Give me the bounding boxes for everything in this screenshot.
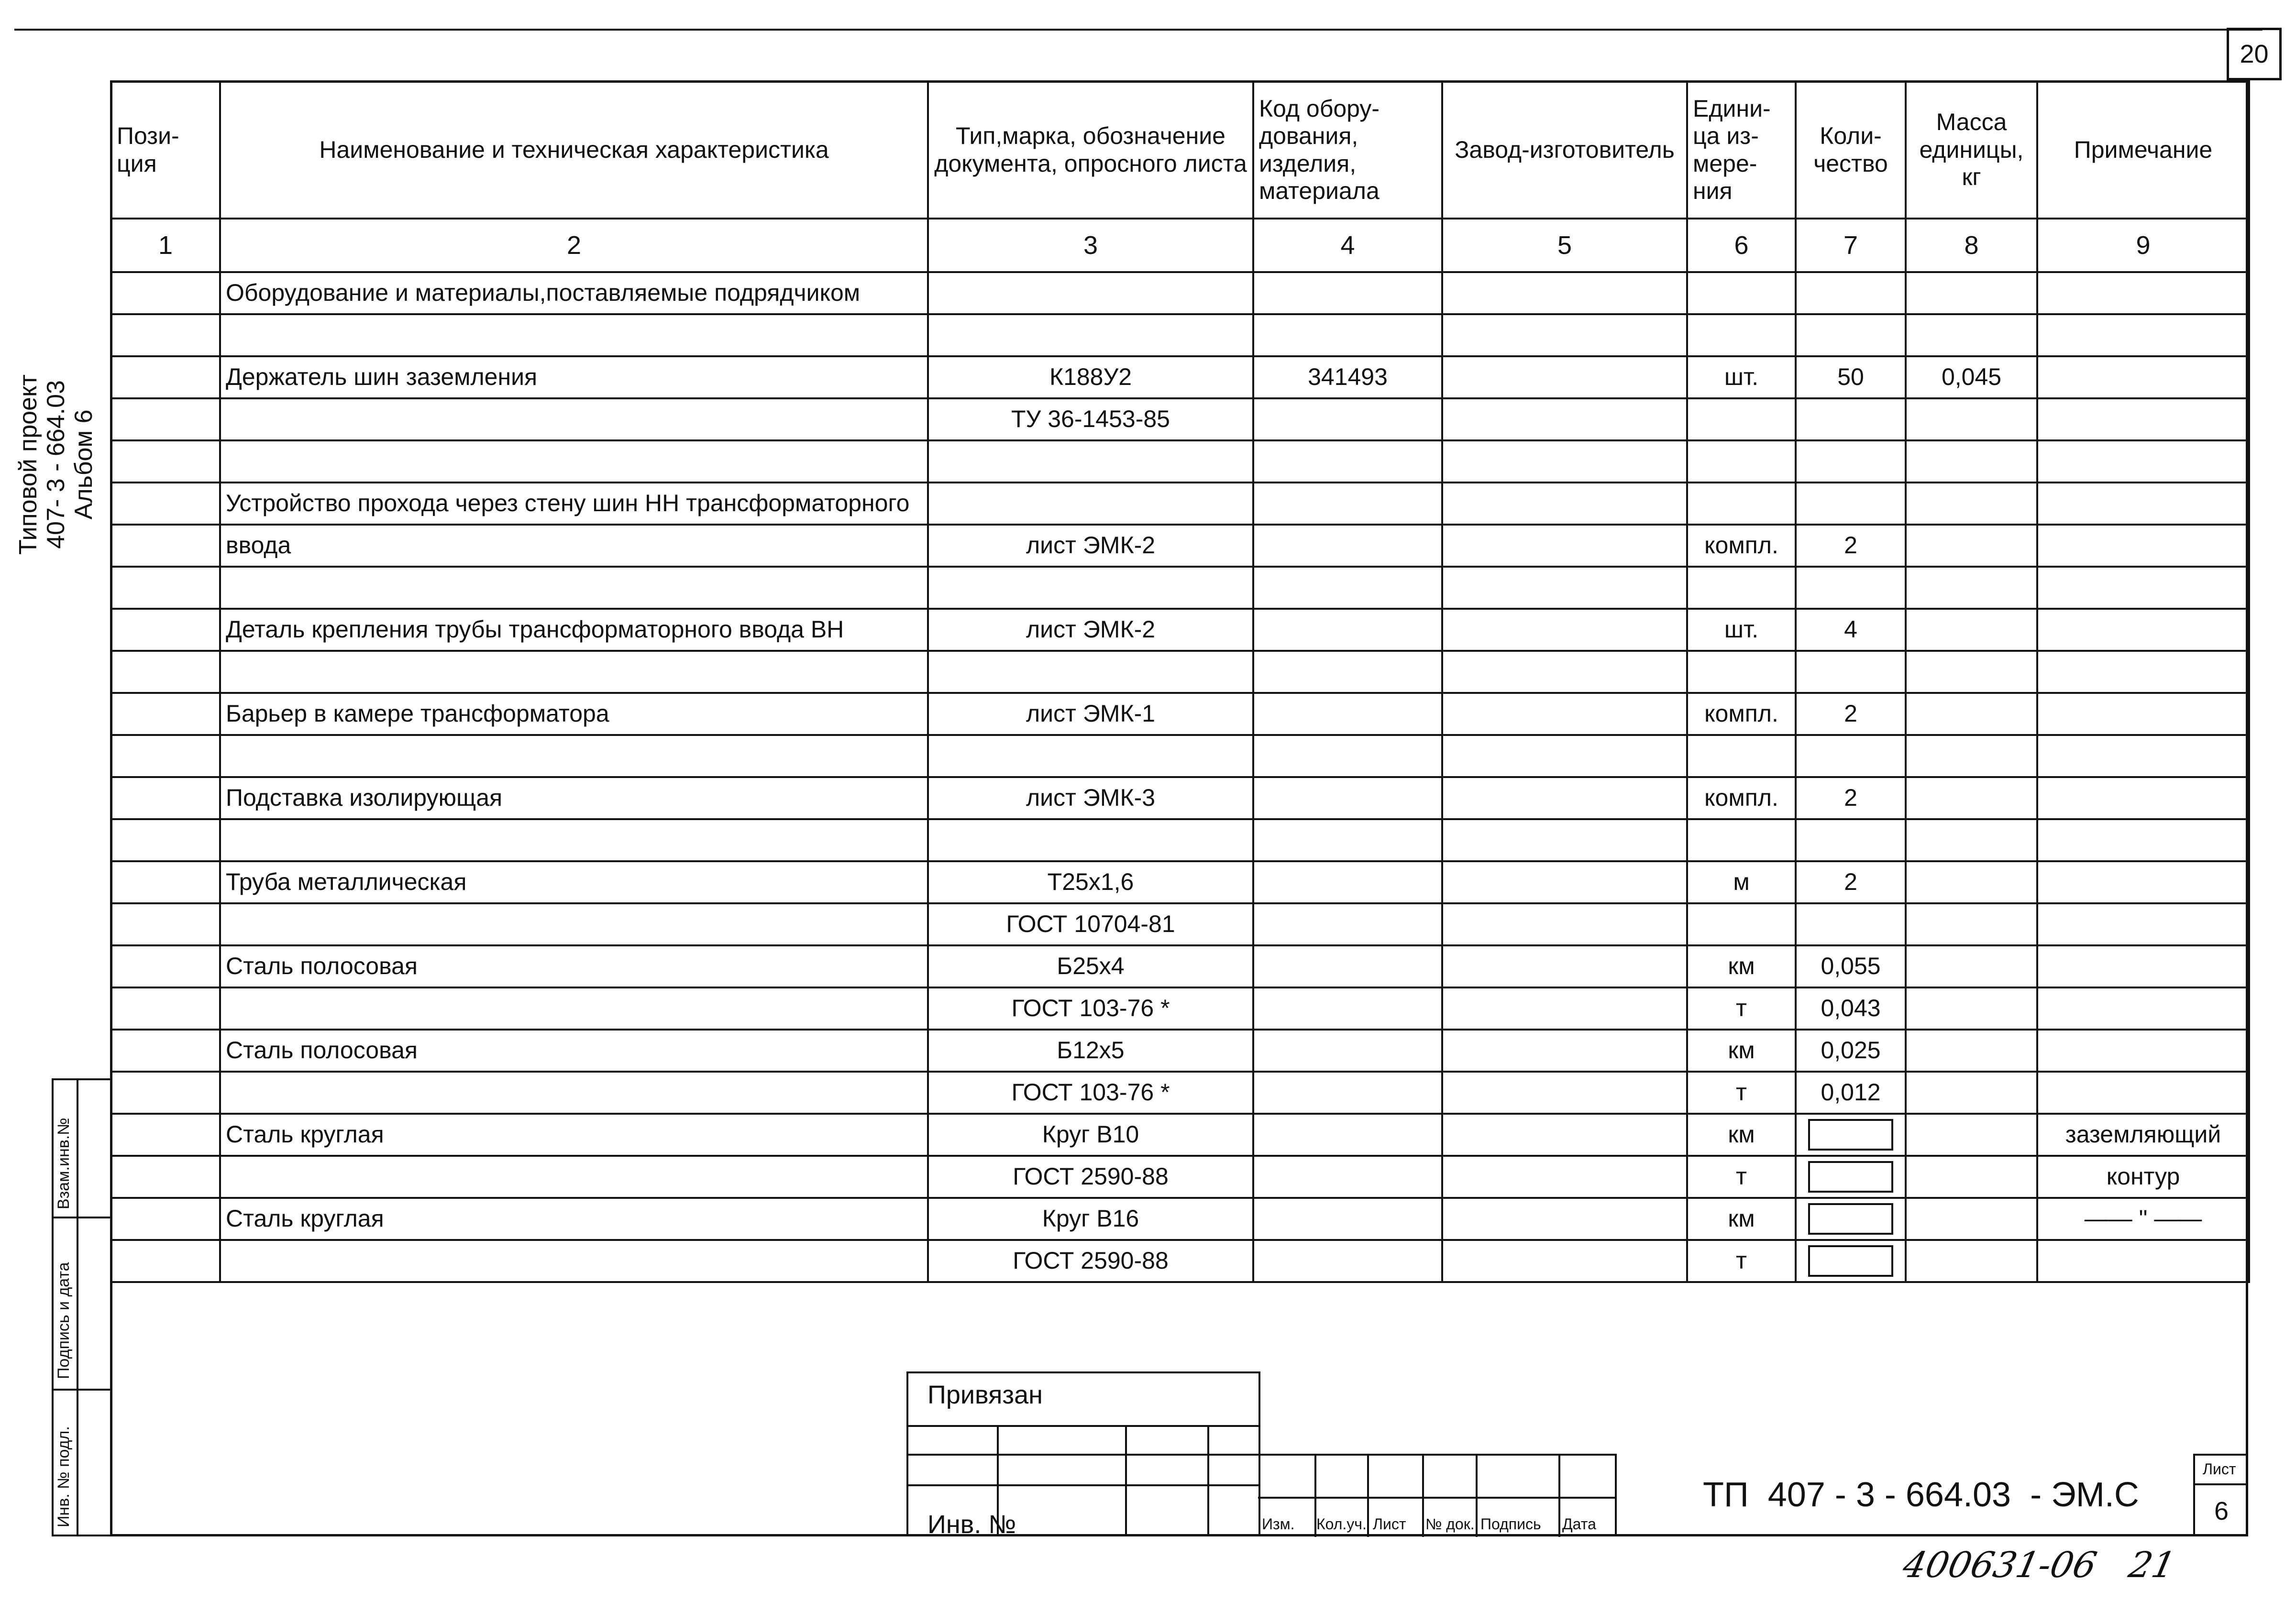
cell-mass [1906, 903, 2037, 945]
cell-maker [1442, 819, 1687, 861]
cell-pos [111, 272, 220, 314]
cell-mass [1906, 987, 2037, 1030]
cell-qty: 0,025 [1796, 1030, 1906, 1072]
cell-qty: 50 [1796, 356, 1906, 398]
cell-code [1253, 651, 1442, 693]
cell-pos [111, 861, 220, 903]
col-number: 5 [1442, 219, 1687, 272]
cell-unit: км [1687, 1114, 1796, 1156]
col-number: 3 [928, 219, 1253, 272]
cell-note: —— " —— [2037, 1198, 2249, 1240]
cell-pos [111, 567, 220, 609]
cell-note [2037, 1072, 2249, 1114]
cell-type: лист ЭМК-2 [928, 525, 1253, 567]
side-title-line3: Альбом 6 [70, 409, 98, 520]
cell-unit [1687, 735, 1796, 777]
cell-unit: м [1687, 861, 1796, 903]
cell-note: контур [2037, 1156, 2249, 1198]
cell-qty: 2 [1796, 693, 1906, 735]
sheet-label: Лист [2203, 1460, 2236, 1478]
cell-type [928, 567, 1253, 609]
col-header-name: Наименование и техническая характеристика [220, 81, 928, 219]
cell-note [2037, 525, 2249, 567]
cell-pos [111, 819, 220, 861]
cell-unit [1687, 440, 1796, 482]
cell-qty: 2 [1796, 861, 1906, 903]
side-title [14, 374, 98, 555]
cell-type: Т25х1,6 [928, 861, 1253, 903]
cell-maker [1442, 735, 1687, 777]
cell-code [1253, 903, 1442, 945]
cell-qty: 2 [1796, 777, 1906, 819]
cell-mass [1906, 735, 2037, 777]
cell-maker [1442, 945, 1687, 987]
cell-code [1253, 861, 1442, 903]
cell-note [2037, 482, 2249, 525]
cell-mass [1906, 1156, 2037, 1198]
cell-unit: компл. [1687, 693, 1796, 735]
cell-pos [111, 945, 220, 987]
side-stamp [52, 1078, 112, 1536]
col-header-qty: Коли-чество [1796, 81, 1906, 219]
cell-type: ГОСТ 103-76 * [928, 1072, 1253, 1114]
cell-pos [111, 482, 220, 525]
cell-qty [1796, 1114, 1906, 1156]
cell-note [2037, 440, 2249, 482]
cell-maker [1442, 1156, 1687, 1198]
cell-maker [1442, 1240, 1687, 1282]
cell-type: лист ЭМК-3 [928, 777, 1253, 819]
side-title-line2: 407- 3 - 664.03 [42, 380, 70, 549]
cell-note [2037, 398, 2249, 440]
izm-label: Изм. [1262, 1515, 1295, 1533]
cell-qty: 4 [1796, 609, 1906, 651]
cell-pos [111, 356, 220, 398]
cell-mass [1906, 609, 2037, 651]
cell-type: К188У2 [928, 356, 1253, 398]
page-number: 20 [2240, 40, 2269, 68]
empty-quantity-box [1808, 1161, 1893, 1193]
specification-table [110, 80, 2250, 1283]
cell-qty [1796, 1198, 1906, 1240]
privyazan-label: Привязан [927, 1381, 1043, 1409]
table-row [111, 525, 2249, 567]
cell-mass [1906, 567, 2037, 609]
col-number: 9 [2037, 219, 2249, 272]
cell-pos [111, 777, 220, 819]
cell-maker [1442, 693, 1687, 735]
col-number: 7 [1796, 219, 1906, 272]
cell-note [2037, 987, 2249, 1030]
cell-name: Сталь круглая [220, 1198, 928, 1240]
cell-code [1253, 945, 1442, 987]
col-number: 8 [1906, 219, 2037, 272]
cell-code [1253, 314, 1442, 356]
cell-qty: 0,043 [1796, 987, 1906, 1030]
cell-name [220, 1072, 928, 1114]
table-row [111, 609, 2249, 651]
data-label: Дата [1562, 1515, 1596, 1533]
podpis-label: Подпись [1480, 1515, 1541, 1533]
table-row [111, 356, 2249, 398]
cell-type: Б25х4 [928, 945, 1253, 987]
cell-qty [1796, 440, 1906, 482]
cell-qty [1796, 314, 1906, 356]
cell-maker [1442, 1030, 1687, 1072]
cell-maker [1442, 651, 1687, 693]
cell-code [1253, 693, 1442, 735]
cell-name [220, 314, 928, 356]
cell-name: Оборудование и материалы,поставляемые подрядчиком [220, 272, 928, 314]
table-row [111, 482, 2249, 525]
cell-name: Сталь полосовая [220, 945, 928, 987]
designation: ТП 407 - 3 - 664.03 - ЭМ.С [1703, 1476, 2139, 1514]
cell-type [928, 314, 1253, 356]
cell-pos [111, 1198, 220, 1240]
cell-type [928, 440, 1253, 482]
cell-unit [1687, 567, 1796, 609]
cell-type: ГОСТ 10704-81 [928, 903, 1253, 945]
col-header-note: Примечание [2037, 81, 2249, 219]
cell-type: Круг В16 [928, 1198, 1253, 1240]
cell-qty: 0,012 [1796, 1072, 1906, 1114]
cell-type: лист ЭМК-2 [928, 609, 1253, 651]
col-header-mass: Масса единицы, кг [1906, 81, 2037, 219]
cell-qty [1796, 1156, 1906, 1198]
cell-code [1253, 819, 1442, 861]
cell-type [928, 819, 1253, 861]
cell-name [220, 398, 928, 440]
cell-unit: т [1687, 1156, 1796, 1198]
cell-note [2037, 903, 2249, 945]
cell-mass [1906, 272, 2037, 314]
cell-maker [1442, 1072, 1687, 1114]
cell-unit: т [1687, 1072, 1796, 1114]
cell-note [2037, 693, 2249, 735]
cell-note [2037, 861, 2249, 903]
table-row [111, 987, 2249, 1030]
table-row [111, 567, 2249, 609]
n-dok-label: № док. [1425, 1515, 1475, 1533]
cell-unit: км [1687, 945, 1796, 987]
cell-qty [1796, 482, 1906, 525]
cell-type: ГОСТ 2590-88 [928, 1156, 1253, 1198]
table-row [111, 903, 2249, 945]
col-header-unit: Едини-ца из-мере-ния [1687, 81, 1796, 219]
cell-note [2037, 609, 2249, 651]
cell-code [1253, 272, 1442, 314]
cell-code [1253, 525, 1442, 567]
cell-note [2037, 1030, 2249, 1072]
stamp-inv-label: Инв. № подл. [55, 1426, 73, 1527]
cell-mass [1906, 1198, 2037, 1240]
cell-mass [1906, 440, 2037, 482]
sheet-box [2193, 1454, 2248, 1536]
cell-type [928, 482, 1253, 525]
cell-qty [1796, 398, 1906, 440]
cell-mass [1906, 945, 2037, 987]
cell-maker [1442, 861, 1687, 903]
cell-maker [1442, 398, 1687, 440]
cell-maker [1442, 314, 1687, 356]
inv-no-label: Инв. № [927, 1510, 1016, 1539]
cell-maker [1442, 272, 1687, 314]
cell-code [1253, 1240, 1442, 1282]
cell-unit: т [1687, 987, 1796, 1030]
cell-unit [1687, 314, 1796, 356]
cell-qty [1796, 272, 1906, 314]
cell-note [2037, 735, 2249, 777]
cell-type: ТУ 36-1453-85 [928, 398, 1253, 440]
cell-unit [1687, 272, 1796, 314]
cell-maker [1442, 1114, 1687, 1156]
cell-mass [1906, 819, 2037, 861]
cell-code [1253, 1156, 1442, 1198]
cell-type: ГОСТ 103-76 * [928, 987, 1253, 1030]
cell-unit [1687, 903, 1796, 945]
cell-unit [1687, 651, 1796, 693]
title-block-privyazan [906, 1371, 1260, 1539]
cell-mass [1906, 861, 2037, 903]
cell-code [1253, 440, 1442, 482]
cell-code [1253, 567, 1442, 609]
cell-name [220, 567, 928, 609]
cell-note [2037, 945, 2249, 987]
table-row [111, 314, 2249, 356]
cell-code [1253, 398, 1442, 440]
cell-note [2037, 272, 2249, 314]
cell-pos [111, 735, 220, 777]
cell-unit: шт. [1687, 609, 1796, 651]
cell-mass [1906, 1030, 2037, 1072]
cell-mass [1906, 1240, 2037, 1282]
cell-note [2037, 777, 2249, 819]
cell-type: Б12х5 [928, 1030, 1253, 1072]
cell-name [220, 1156, 928, 1198]
cell-pos [111, 398, 220, 440]
empty-quantity-box [1808, 1119, 1893, 1151]
cell-unit: компл. [1687, 777, 1796, 819]
cell-qty [1796, 819, 1906, 861]
col-header-maker: Завод-изготовитель [1442, 81, 1687, 219]
cell-name [220, 735, 928, 777]
cell-maker [1442, 356, 1687, 398]
cell-unit: т [1687, 1240, 1796, 1282]
top-rule [14, 29, 2263, 31]
cell-pos [111, 651, 220, 693]
cell-code: 341493 [1253, 356, 1442, 398]
cell-pos [111, 693, 220, 735]
table-row [111, 945, 2249, 987]
table-row [111, 440, 2249, 482]
cell-code [1253, 1072, 1442, 1114]
cell-pos [111, 525, 220, 567]
table-row [111, 272, 2249, 314]
table-row [111, 735, 2249, 777]
list-label: Лист [1373, 1515, 1406, 1533]
cell-pos [111, 1240, 220, 1282]
cell-name: Сталь полосовая [220, 1030, 928, 1072]
col-header-pos: Пози-ция [111, 81, 220, 219]
cell-code [1253, 1198, 1442, 1240]
cell-pos [111, 987, 220, 1030]
table-row [111, 861, 2249, 903]
cell-type: ГОСТ 2590-88 [928, 1240, 1253, 1282]
empty-quantity-box [1808, 1203, 1893, 1235]
cell-mass: 0,045 [1906, 356, 2037, 398]
cell-name [220, 987, 928, 1030]
cell-name: Подставка изолирующая [220, 777, 928, 819]
table-row [111, 398, 2249, 440]
cell-unit: км [1687, 1030, 1796, 1072]
cell-mass [1906, 1114, 2037, 1156]
cell-type [928, 651, 1253, 693]
col-number: 4 [1253, 219, 1442, 272]
cell-pos [111, 1114, 220, 1156]
cell-note: заземляющий [2037, 1114, 2249, 1156]
cell-name: Труба металлическая [220, 861, 928, 903]
cell-pos [111, 609, 220, 651]
cell-maker [1442, 567, 1687, 609]
cell-qty: 0,055 [1796, 945, 1906, 987]
cell-unit: км [1687, 1198, 1796, 1240]
cell-mass [1906, 525, 2037, 567]
cell-pos [111, 314, 220, 356]
cell-pos [111, 1072, 220, 1114]
cell-code [1253, 609, 1442, 651]
cell-code [1253, 482, 1442, 525]
cell-qty [1796, 567, 1906, 609]
cell-name: ввода [220, 525, 928, 567]
table-row [111, 1240, 2249, 1282]
cell-note [2037, 1240, 2249, 1282]
cell-mass [1906, 777, 2037, 819]
cell-maker [1442, 903, 1687, 945]
cell-qty [1796, 735, 1906, 777]
cell-maker [1442, 525, 1687, 567]
cell-mass [1906, 693, 2037, 735]
cell-type [928, 272, 1253, 314]
kol-uch-label: Кол.уч. [1316, 1515, 1367, 1533]
table-row [111, 819, 2249, 861]
cell-mass [1906, 651, 2037, 693]
cell-type: Круг В10 [928, 1114, 1253, 1156]
col-header-code: Код обору-дования, изделия, материала [1253, 81, 1442, 219]
cell-maker [1442, 609, 1687, 651]
header-row [111, 81, 2249, 219]
cell-maker [1442, 482, 1687, 525]
cell-note [2037, 567, 2249, 609]
cell-pos [111, 1030, 220, 1072]
cell-note [2037, 819, 2249, 861]
cell-name [220, 440, 928, 482]
cell-name: Держатель шин заземления [220, 356, 928, 398]
sheet-number: 6 [2214, 1497, 2229, 1525]
handwritten-code: 400631-06 21 [1899, 1545, 2179, 1586]
table-row [111, 777, 2249, 819]
cell-note [2037, 314, 2249, 356]
stamp-podpis-label: Подпись и дата [55, 1262, 73, 1379]
cell-name [220, 651, 928, 693]
cell-name [220, 819, 928, 861]
cell-maker [1442, 440, 1687, 482]
col-number: 2 [220, 219, 928, 272]
cell-code [1253, 777, 1442, 819]
cell-mass [1906, 314, 2037, 356]
table-row [111, 1072, 2249, 1114]
empty-quantity-box [1808, 1245, 1893, 1277]
table-row [111, 1114, 2249, 1156]
cell-unit: шт. [1687, 356, 1796, 398]
column-number-row [111, 219, 2249, 272]
cell-name: Барьер в камере трансформатора [220, 693, 928, 735]
cell-name: Деталь крепления трубы трансформаторного ввода ВН [220, 609, 928, 651]
cell-pos [111, 440, 220, 482]
cell-unit [1687, 819, 1796, 861]
cell-name: Устройство прохода через стену шин НН трансформаторного [220, 482, 928, 525]
cell-unit [1687, 482, 1796, 525]
table-row [111, 1030, 2249, 1072]
cell-code [1253, 987, 1442, 1030]
stamp-vzam-label: Взам.инв.№ [55, 1118, 73, 1209]
cell-name: Сталь круглая [220, 1114, 928, 1156]
cell-qty [1796, 1240, 1906, 1282]
cell-pos [111, 1156, 220, 1198]
cell-note [2037, 356, 2249, 398]
title-block-changes [1258, 1454, 1617, 1536]
cell-maker [1442, 987, 1687, 1030]
col-number: 6 [1687, 219, 1796, 272]
cell-unit [1687, 398, 1796, 440]
table-row [111, 1198, 2249, 1240]
cell-name [220, 903, 928, 945]
cell-code [1253, 1030, 1442, 1072]
cell-qty: 2 [1796, 525, 1906, 567]
cell-unit: компл. [1687, 525, 1796, 567]
cell-code [1253, 735, 1442, 777]
page-number-box [2227, 28, 2282, 80]
cell-qty [1796, 903, 1906, 945]
cell-maker [1442, 1198, 1687, 1240]
cell-mass [1906, 398, 2037, 440]
side-title-line1: Типовой проект [14, 374, 42, 555]
cell-type [928, 735, 1253, 777]
col-header-type: Тип,марка, обозначение документа, опросного листа [928, 81, 1253, 219]
cell-code [1253, 1114, 1442, 1156]
cell-type: лист ЭМК-1 [928, 693, 1253, 735]
cell-name [220, 1240, 928, 1282]
table-row [111, 651, 2249, 693]
table-row [111, 693, 2249, 735]
cell-mass [1906, 482, 2037, 525]
cell-maker [1442, 777, 1687, 819]
cell-pos [111, 903, 220, 945]
cell-note [2037, 651, 2249, 693]
cell-qty [1796, 651, 1906, 693]
col-number: 1 [111, 219, 220, 272]
table-row [111, 1156, 2249, 1198]
cell-mass [1906, 1072, 2037, 1114]
